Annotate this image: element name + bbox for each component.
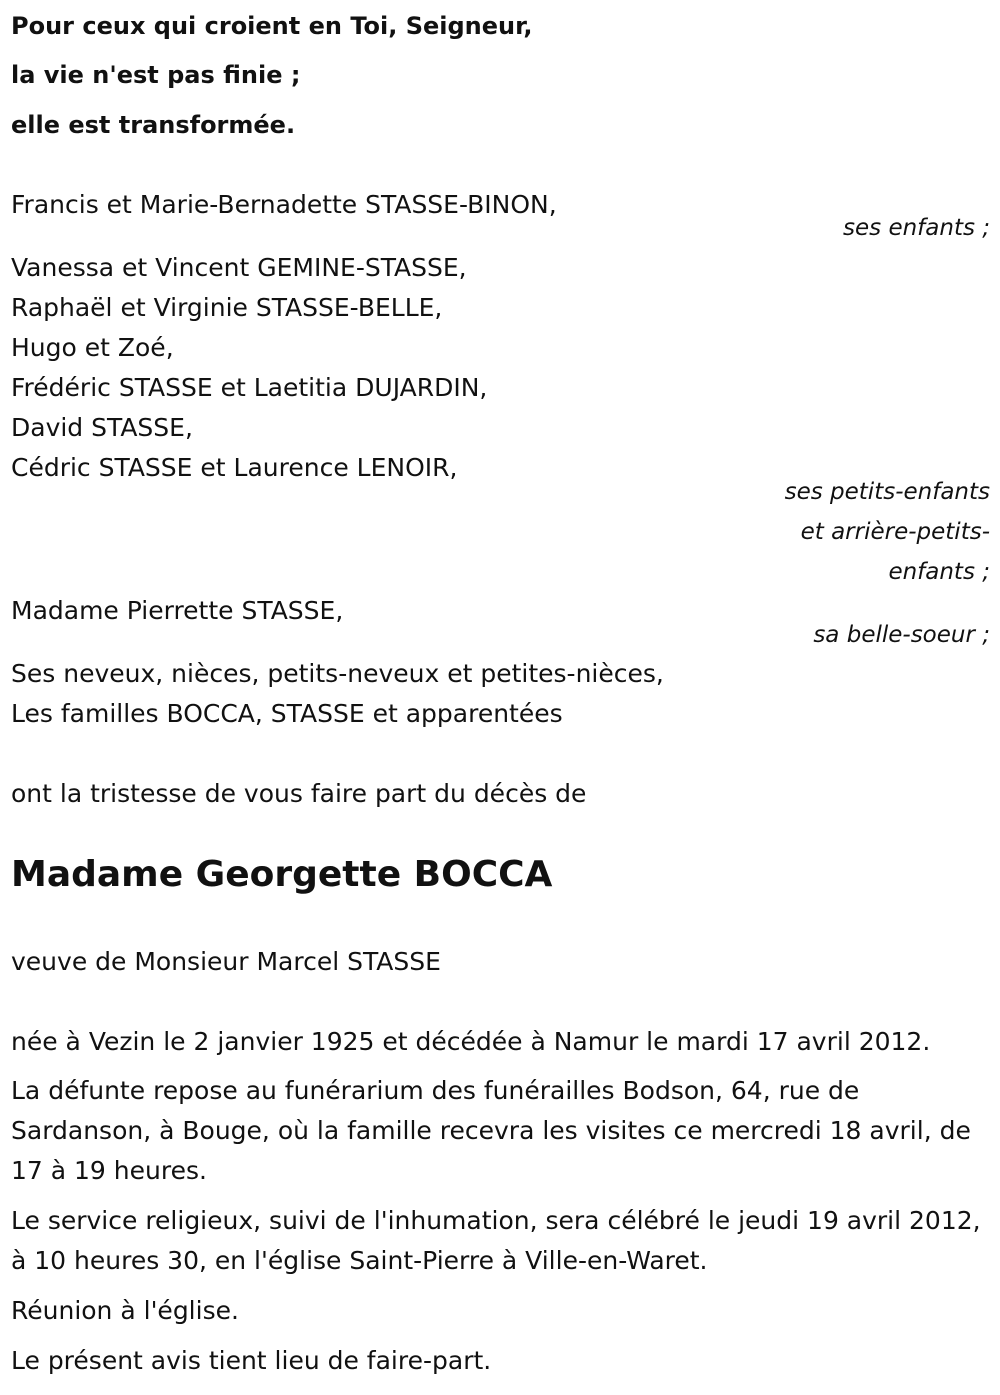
deceased-name: Madame Georgette BOCCA [11,854,553,895]
verse-line-2: la vie n'est pas finie ; [11,61,301,89]
children-line: Francis et Marie-Bernadette STASSE-BINON, [11,190,557,219]
others-line-1: Ses neveux, nièces, petits-neveux et petites-nièces, [11,659,664,688]
grandchild-line-5: David STASSE, [11,413,193,442]
birth-death-details: née à Vezin le 2 janvier 1925 et décédée à Namur le mardi 17 avril 2012. [11,1027,931,1056]
service-details: Le service religieux, suivi de l'inhumation, sera célébré le jeudi 19 avril 2012, à 10 heures 30, en l'église Saint-Pierre à Ville-en-Waret. [11,1206,981,1275]
funerarium-details: La défunte repose au funérarium des funérailles Bodson, 64, rue de Sardanson, à Bouge, où la famille recevra les visites ce mercredi 18 avril, de 17 à 19 heures. [11,1076,971,1185]
children-role: ses enfants ; [843,215,990,241]
grandchild-line-2: Raphaël et Virginie STASSE-BELLE, [11,293,443,322]
deceased-spouse: veuve de Monsieur Marcel STASSE [11,947,441,976]
announcement: ont la tristesse de vous faire part du décès de [11,779,587,808]
grandchildren-role-1: ses petits-enfants [784,479,990,505]
grandchild-line-3: Hugo et Zoé, [11,333,174,362]
verse-line-1: Pour ceux qui croient en Toi, Seigneur, [11,12,533,40]
grandchild-line-6: Cédric STASSE et Laurence LENOIR, [11,453,458,482]
grandchildren-role-3: enfants ; [888,559,990,585]
grandchild-line-1: Vanessa et Vincent GEMINE-STASSE, [11,253,467,282]
sister-in-law-line: Madame Pierrette STASSE, [11,596,344,625]
grandchildren-role-2: et arrière-petits- [800,519,990,545]
grandchild-line-4: Frédéric STASSE et Laetitia DUJARDIN, [11,373,488,402]
notice-remark: Le présent avis tient lieu de faire-part. [11,1346,492,1375]
others-line-2: Les familles BOCCA, STASSE et apparentées [11,699,563,728]
verse-line-3: elle est transformée. [11,111,296,139]
meeting-details: Réunion à l'église. [11,1296,239,1325]
sister-in-law-role: sa belle-soeur ; [813,622,990,648]
